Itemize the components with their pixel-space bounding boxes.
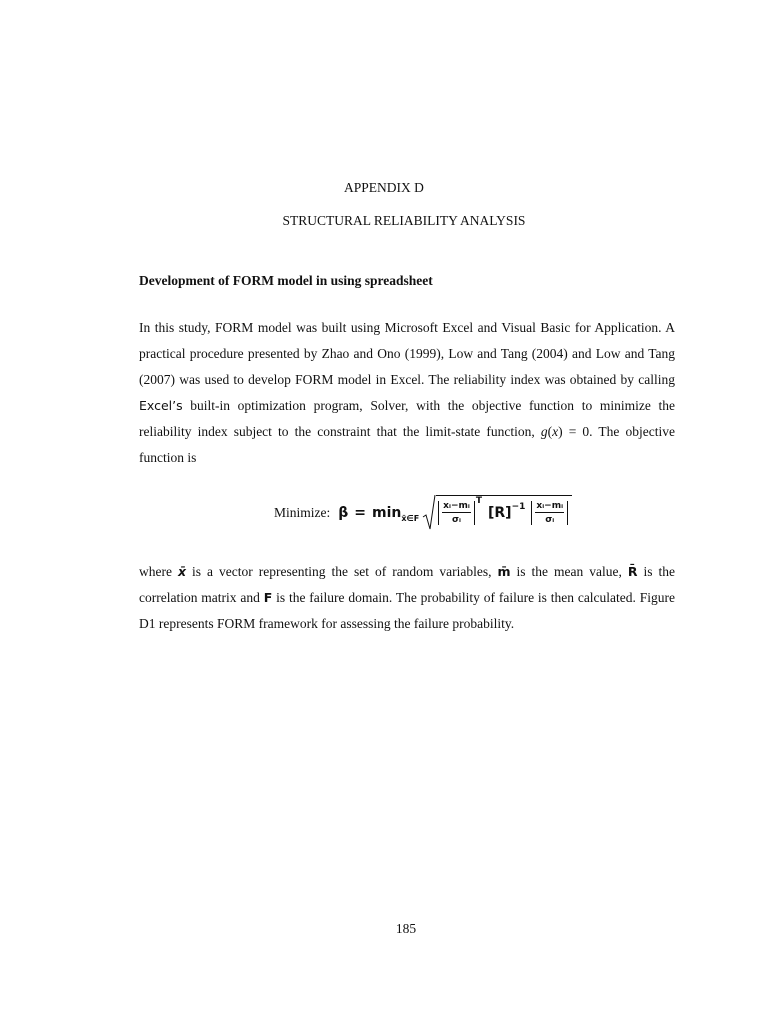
inverse-superscript: −1: [511, 501, 526, 512]
R-symbol: R: [494, 504, 506, 521]
paragraph-variables: [139, 559, 675, 637]
fraction-numerator: xᵢ−mᵢ: [536, 500, 564, 511]
section-heading: Development of FORM model in using spreadsheet: [139, 273, 433, 288]
para1-text-1: In this study, FORM model was built using Microsoft Excel and Visual Basic for Application. A practical procedure presented by Zhao and Ono (1999), Low and Tang (2004) and Low and Tang (2007) was used to develop FORM model in Excel. The reliability index was obtained by calling: [139, 320, 675, 387]
fraction-left: [442, 501, 471, 525]
page-number: 185: [395, 921, 417, 936]
objective-equation: [274, 495, 572, 531]
appendix-title: APPENDIX D: [344, 180, 424, 195]
para1-text-2: built-in optimization program, Solver, with the objective function to minimize the reliability index subject to the constraint that the limit-state function,: [139, 398, 675, 439]
para1-text-3: = 0. The objective function is: [139, 424, 675, 465]
fraction-right: [535, 501, 564, 525]
fraction-denominator: σᵢ: [452, 514, 461, 525]
g-symbol: g: [540, 424, 548, 439]
excel-term: Excel’s: [139, 398, 183, 413]
x-vector-symbol: x̄: [177, 564, 187, 579]
x-symbol: x: [552, 424, 559, 439]
para2-text-1: where: [139, 564, 178, 579]
equation-label: Minimize:: [274, 505, 331, 520]
para2-text-5: is the failure domain. The probability of failure is then calculated. Figure D1 represents FORM framework for assessing the failure probability.: [139, 590, 675, 631]
transpose-superscript: T: [475, 495, 482, 506]
appendix-subtitle: STRUCTURAL RELIABILITY ANALYSIS: [282, 213, 526, 228]
paragraph-intro: In this study, FORM model was built using Microsoft Excel and Visual Basic for Application. A practical procedure presented by Zhao and Ono (1999), Low and Tang (2004) and Low and Tang (2007) was used to develop FORM model in Excel. The reliability index was obtained by calling Excel’s built-in optimization program, Solver, with the objective function to minimize the reliability index subject to the constraint that the limit-state function, g(x) = 0. The objective function is: [139, 320, 675, 465]
square-root: [422, 495, 572, 531]
fraction-numerator: xᵢ−mᵢ: [443, 500, 470, 511]
para2-text-3: is the mean value,: [510, 564, 628, 579]
min-subscript: x̄∈F: [401, 513, 420, 523]
fraction-denominator: σᵢ: [545, 514, 555, 525]
correlation-matrix: [R]: [487, 504, 512, 521]
para2-text-2: is a vector representing the set of random variables,: [186, 564, 498, 579]
R-matrix-symbol: R̄: [627, 564, 638, 579]
right-bracket-term: [531, 501, 568, 525]
beta-symbol: β: [338, 505, 349, 521]
para2-text-4: is the correlation matrix and: [139, 564, 676, 605]
F-domain-symbol: F: [263, 590, 273, 605]
min-operator: min: [372, 505, 402, 521]
radical-icon: [422, 495, 436, 531]
equals-sign: =: [354, 505, 367, 521]
left-bracket-term: [438, 501, 475, 525]
m-vector-symbol: m̄: [497, 564, 511, 579]
